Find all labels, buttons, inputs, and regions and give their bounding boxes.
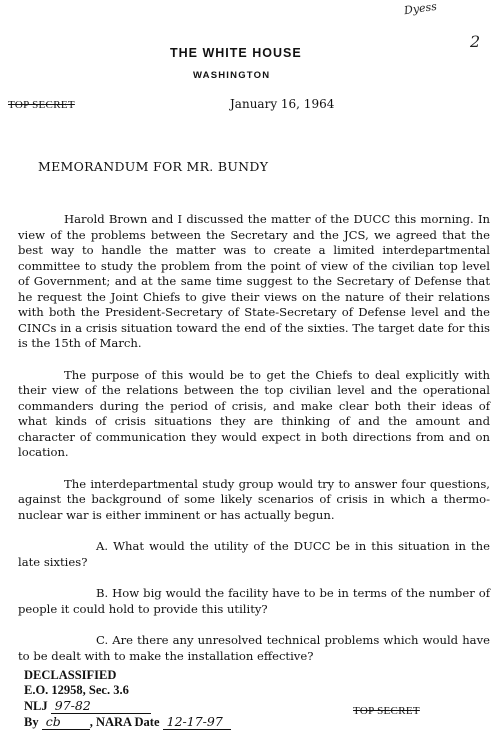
handwritten-annotation: Dyess <box>403 0 438 18</box>
body-paragraph: Harold Brown and I discussed the matter of the DUCC this morning. In view of the problems between the Secretary and the JCS, we agreed that the best way to handle the matter was to create a limited interdepartmental committee to study the problem from the point of view of the civilian top level of Government; and at the same time suggest to the Secretary of Defense that he request the Joint Chiefs to give their views on the nature of their relations with both the President-Secretary of State-Secretary of Defense level and the CINCs in a crisis situation toward the end of the sixties. The target date for this is the 15th of March. <box>18 212 490 350</box>
body-paragraph: The purpose of this would be to get the Chiefs to deal explicitly with their view of the relations between the top civilian level and the operational commanders during the period of crisis, and make clear both their ideas of what kinds of crisis situations they are thinking of and the amount and character of communication they would expect in both directions from and on location. <box>18 367 490 459</box>
question-item: C. Are there any unresolved technical problems which would have to be dealt with to make the installation effective? <box>18 633 490 663</box>
handwritten-page-number: 2 <box>470 32 481 51</box>
question-item: A. What would the utility of the DUCC be in this situation in the late sixties? <box>18 539 490 569</box>
classification-marking-top: TOP SECRET <box>8 99 75 111</box>
declass-title: DECLASSIFIED <box>24 668 117 682</box>
by-initials: cb <box>42 714 90 730</box>
letterhead-city: WASHINGTON <box>193 70 271 81</box>
nlj-number: 97-82 <box>51 698 151 714</box>
classification-marking-bottom: TOP SECRET <box>353 705 420 717</box>
declassification-stamp <box>24 668 231 730</box>
memo-date: January 16, 1964 <box>230 97 335 111</box>
nara-date-label: , NARA Date <box>89 715 160 729</box>
declass-authority: E.O. 12958, Sec. 3.6 <box>24 683 129 697</box>
declass-by-line <box>24 714 231 730</box>
memo-recipient: MEMORANDUM FOR MR. BUNDY <box>38 159 269 174</box>
nara-date: 12-17-97 <box>163 714 231 730</box>
memo-body <box>18 212 490 680</box>
letterhead-office: THE WHITE HOUSE <box>170 46 302 60</box>
nlj-label: NLJ <box>24 699 48 713</box>
declass-nlj-line <box>24 698 231 714</box>
question-item: B. How big would the facility have to be in terms of the number of people it could hold to provide this utility? <box>18 586 490 616</box>
body-paragraph: The interdepartmental study group would try to answer four questions, against the background of some likely scenarios of crisis in which a thermo-nuclear war is either imminent or has actually begun. <box>18 476 490 522</box>
by-label: By <box>24 715 39 729</box>
